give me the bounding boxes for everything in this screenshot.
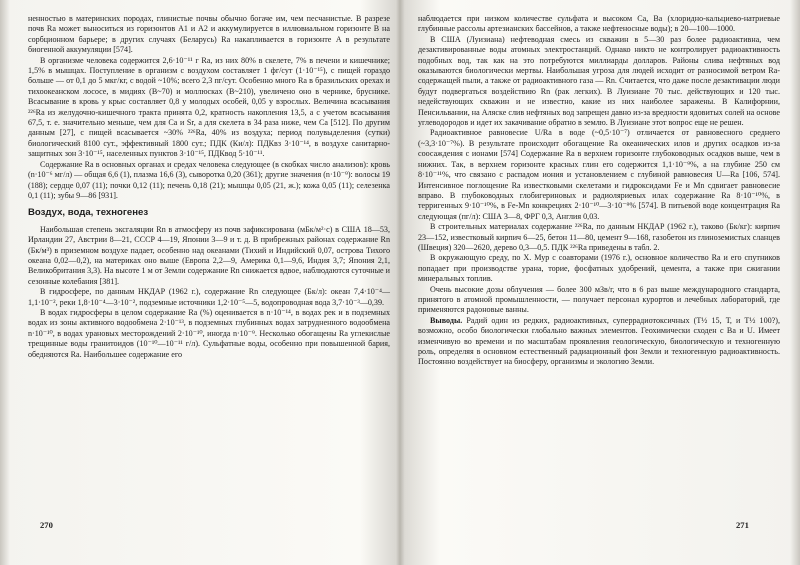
left-edge-shadow	[0, 0, 10, 565]
conclusion-text: Радий один из редких, радиоактивных, суперрадиотоксичных (Т½ 15, Т, и Т½ 100?), возможно, особо биологически глобально важных элементов. Геохимически сходен с Ba и U. Имеет изменчивую во времени и по масштабам проявления геологическую, биологическую и техногенную роль, определяя в основном естественный радиационный фон Земли и техногенную радиоактивность. Постоянно воздействует на биосферу, организмы и экологию Земли.	[418, 315, 780, 367]
left-paragraph: В организме человека содержится 2,6·10⁻¹¹ г Ra, из них 80% в скелете, 7% в печени и кишечнике; 1,5% в мышцах. Поступление в организм с воздухом составляет 1 фг/сут (1·10⁻¹⁵), с пищей гораздо больше — от 0,1 до 5 мкг/кг, с водой ~10%; всего 2,3 пг/сут. Особенно много Ra в бразильских орехах и тихоокеанском лососе, в мидиях (B~70) и моллюсках (B~210), увеличено оно в чернике, бруснике. Всасывание в кровь у крыс составляет 0,8 у молодых особей, 0,05 у взрослых. Величина всасывания ²²⁶Ra из желудочно-кишечного тракта принята 0,2, кратность накопления 13,5, а с учетом всасывания 67,5, т. е. значительно меньше, чем для Ca и Sr, а для скелета в 34 раза ниже, чем Ca [512]. По другим данным [27], с пищей всасывается ~30% ²²⁶Ra, 40% из воздуха; период полувыделения (сутки) биологический 8100 сут., эффективный 1800 сут.; ПДК (Ки/л): ПДКвз 3·10⁻¹⁴, в воздухе санитарно-защитных зон 3·10⁻¹⁵, населенных пунктов 3·10⁻¹⁵, ПДКвод 5·10⁻¹¹.	[28, 55, 390, 159]
right-page-number: 271	[736, 520, 749, 530]
left-paragraph: В водах гидросферы в целом содержание Ra (%) оценивается в n·10⁻¹⁴, в водах рек и в подземных водах из зоны активного водообмена 2·10⁻¹³, в подземных глубинных водах затрудненного водообмена n·10⁻¹⁰, в водах урановых месторождений 2·10⁻¹⁰, иногда n·10⁻⁹. Несколько обогащены Ra углекислые трещинные воды гранитоидов (10⁻¹⁰—10⁻¹¹ г/л). Сульфатные воды, особенно при повышенной бария, обедняются Ra. Наибольшее содержание его	[28, 307, 390, 359]
left-paragraph: Наибольшая степень эксгаляции Rn в атмосферу из почв зафиксирована (мБк/м²·с) в США 18—53, Ирландии 27, Австрии 8—21, СССР 4—19, Японии 3—9 и т. д. В прибрежных районах содержание Rn (Бк/м³) в приземном воздухе падает, особенно над океанами (Тихий и Индийский 0,07, острова Тихого океана 0,02—0,2), на материках оно выше (Европа 2,2—9, Америка 0,1—9,6, Индия 3,7; Япония 2,1, Великобритания 3,3). На высоте 1 м от Земли содержание Rn снижается вдвое, наблюдаются суточные и сезонные колебания [381].	[28, 224, 390, 286]
conclusion-paragraph	[418, 316, 780, 368]
right-paragraph: Очень высокие дозы облучения — более 300 мЗв/г, что в 6 раз выше международного стандарта, принятого в атомной промышленности, — получает персонал курортов и лечебных лабораторий, где применяются радоновые ванны.	[418, 284, 780, 315]
right-page	[418, 14, 780, 554]
right-paragraph: В строительных материалах содержание ²²⁶Ra, по данным НКДАР (1962 г.), таково (Бк/кг): кирпич 23—152, известковый кирпич 6—25, бетон 11—80, цемент 9—168, газобетон из глиноземистых сланцев (Швеция) 320—2620, дерево 0,3—0,5. ПДК ²²⁶Ra приведены в табл. 2.	[418, 222, 780, 252]
right-paragraph: В США (Луизиана) нефтеводная смесь из скважин в 5—30 раз более радиоактивна, чем дезактивированные воды атомных электростанций. Однако никто не контролирует радиоактивность подобных вод, так как на это потребуются миллиарды долларов. Районы слива нефтяных вод оказываются биологически мертвы. Наибольшая угроза для людей исходит от разносимой ветром Ra-содержащей пыли, а также от радиоактивного газа — Rn. Считается, что даже после дезактивации люди будут подвергаться воздействию Rn (рак легких). В Луизиане 70 тыс. действующих и 120 тыс. недействующих скважин и не известно, какие из них наиболее заражены. В Калифорнии, Пенсильвании, на Аляске слив нефтяных вод запрещен давно из-за вредности ядовитых солей на основе углеводородов и идет их закачивание обратно в землю. В Луизиане этот вопрос еще не решен.	[418, 34, 780, 128]
left-page	[28, 14, 390, 554]
left-paragraph: Содержание Ra в основных органах и средах человека следующее (в скобках число анализов): кровь (n·10⁻⁶ мг/л) — общая 6,6 (1), плазма 16,6 (3), сыворотка 0,20 (361); другие значения (n·10⁻⁹): волосы 19 (188); сердце 0,07 (11); почки 0,12 (11); печень 0,18 (21); мышцы 0,05 (21, ж.); кожа 0,05 (11); селезенка 0,1 (11); зубы 9—86 [931].	[28, 159, 390, 200]
right-paragraph: наблюдается при низком количестве сульфата и высоком Ca, Ba (хлоридно-кальциево-натриевые глубинные рассолы артезианских бассейнов, а также нефтеносные воды); в 20—100—1000.	[418, 14, 780, 34]
right-paragraph: В окружающую среду, по Х. Мур с соавторами (1976 г.), основное количество Ra и его спутников попадает при производстве урана, торие, фосфатных удобрений, цемента, а также при сжигании минеральных топлив.	[418, 253, 780, 284]
conclusion-title: Выводы.	[430, 315, 463, 325]
section-title: Воздух, вода, техногенез	[28, 207, 149, 219]
left-paragraph: ненностью в материнских породах, глинистые почвы обычно богаче им, чем песчанистые. В разрезе почв Ra может выноситься из горизонтов A1 и A2 и аккумулируется в иллювиальном горизонте B на сорбционном барьере; в других случаях (Беларусь) Ra накапливается в горизонте A в результате биогенной аккумуляции [574].	[28, 14, 390, 55]
right-edge-shadow	[790, 0, 800, 565]
left-paragraph: В гидросфере, по данным НКДАР (1962 г.), содержание Rn следующее (Бк/л): океан 7,4·10⁻⁴—1,1·10⁻², реки 1,8·10⁻⁴—3·10⁻², подземные источники 1,2·10⁻⁵—5, водопроводная вода 3,7·10⁻³—0,39.	[28, 287, 390, 307]
left-page-number: 270	[40, 520, 53, 530]
right-paragraph: Радиоактивное равновесие U/Ra в воде (~0,5·10⁻⁷) отличается от равновесного среднего (~3,3·10⁻⁷%). В результате происходит обогащение Ra океанических илов и других осадков из-за соосаждения с ионами [574] Содержание Ra в верхнем горизонте глубоководных осадков выше, чем в нижних. Так, в верхнем горизонте красных глин его содержится 1,1·10⁻⁹%, а на глубине 250 см 8·10⁻¹¹%, что связано с распадом иония и установлением с глубиной равновесия U—Ra [106, 574]. Интенсивное поглощение Ra известковыми скелетами и гидроксидами Fe и Mn сдвигает равновесие вправо. В глубоководных глобигериновых и радиоляриевых илах содержание Ra 8·10⁻¹⁰%, в терригенных 9·10⁻¹⁰%, в Fe-Mn конкрециях 2·10⁻¹⁰—3·10⁻⁹% [574]. В питьевой воде концентрация Ra следующая (пг/л): США 3—8, ФРГ 0,3, Англия 0,03.	[418, 128, 780, 221]
